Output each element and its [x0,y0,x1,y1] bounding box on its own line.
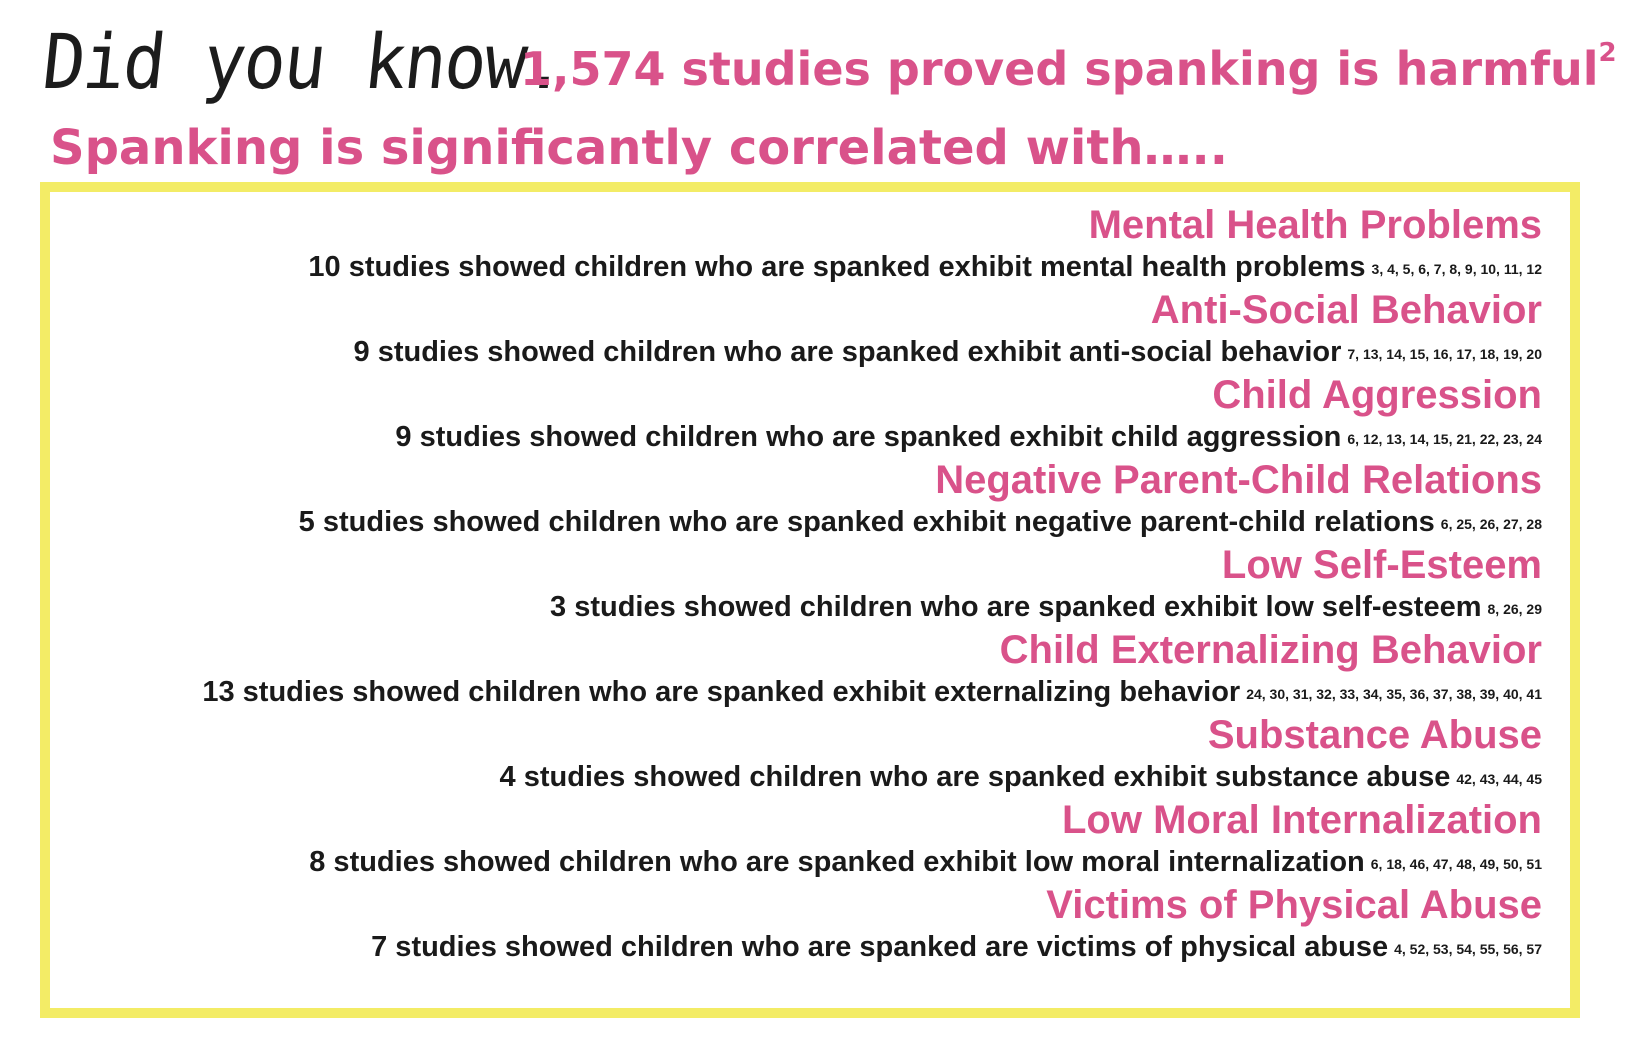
finding-title: Mental Health Problems [1088,203,1542,247]
finding-title: Low Moral Internalization [1061,798,1542,842]
finding-references: 6, 25, 26, 27, 28 [1440,516,1542,532]
finding-references: 4, 52, 53, 54, 55, 56, 57 [1394,941,1542,957]
finding-title: Negative Parent-Child Relations [935,458,1542,502]
finding-item [52,627,1542,712]
finding-references: 3, 4, 5, 6, 7, 8, 9, 10, 11, 12 [1371,261,1542,277]
finding-text: 3 studies showed children who are spanked exhibit low self-esteem [550,591,1482,623]
finding-item [52,542,1542,627]
finding-text: 4 studies showed children who are spanked exhibit substance abuse [499,761,1451,793]
finding-references: 8, 26, 29 [1487,601,1542,617]
finding-text: 10 studies showed children who are spanked exhibit mental health problems [308,251,1366,283]
finding-description [52,758,1542,796]
headline [520,38,1617,96]
finding-item [52,712,1542,797]
finding-references: 6, 12, 13, 14, 15, 21, 22, 23, 24 [1347,431,1542,447]
finding-description [52,248,1542,286]
headline-reference: 2 [1598,38,1617,68]
finding-description [52,673,1542,711]
finding-text: 9 studies showed children who are spanked exhibit anti-social behavior [353,336,1342,368]
finding-item [52,287,1542,372]
finding-description [52,333,1542,371]
finding-item [52,882,1542,967]
finding-description [52,928,1542,966]
finding-title: Child Aggression [1212,373,1542,417]
finding-description [52,418,1542,456]
finding-references: 24, 30, 31, 32, 33, 34, 35, 36, 37, 38, 39, 40, 41 [1246,686,1542,702]
finding-title: Substance Abuse [1207,713,1542,757]
finding-description [52,588,1542,626]
finding-text: 7 studies showed children who are spanked are victims of physical abuse [371,931,1389,963]
finding-description [52,843,1542,881]
finding-references: 7, 13, 14, 15, 16, 17, 18, 19, 20 [1347,346,1542,362]
finding-title: Anti-Social Behavior [1150,288,1542,332]
subheading: Spanking is significantly correlated with….. [50,120,1228,176]
finding-description [52,503,1542,541]
finding-item [52,457,1542,542]
headline-text: 1,574 studies proved spanking is harmful [520,42,1599,96]
did-you-know-heading: Did you know. [38,18,570,107]
finding-title: Child Externalizing Behavior [999,628,1542,672]
finding-item [52,797,1542,882]
finding-title: Low Self-Esteem [1221,543,1542,587]
header [38,14,1617,124]
finding-text: 9 studies showed children who are spanked exhibit child aggression [395,421,1342,453]
findings-frame [40,182,1580,1018]
finding-references: 42, 43, 44, 45 [1456,771,1542,787]
finding-title: Victims of Physical Abuse [1046,883,1542,927]
finding-item [52,202,1542,287]
finding-references: 6, 18, 46, 47, 48, 49, 50, 51 [1370,856,1542,872]
findings-list [52,202,1542,967]
finding-text: 8 studies showed children who are spanked exhibit low moral internalization [309,846,1365,878]
finding-text: 13 studies showed children who are spanked exhibit externalizing behavior [202,676,1241,708]
finding-item [52,372,1542,457]
finding-text: 5 studies showed children who are spanked exhibit negative parent-child relations [298,506,1435,538]
